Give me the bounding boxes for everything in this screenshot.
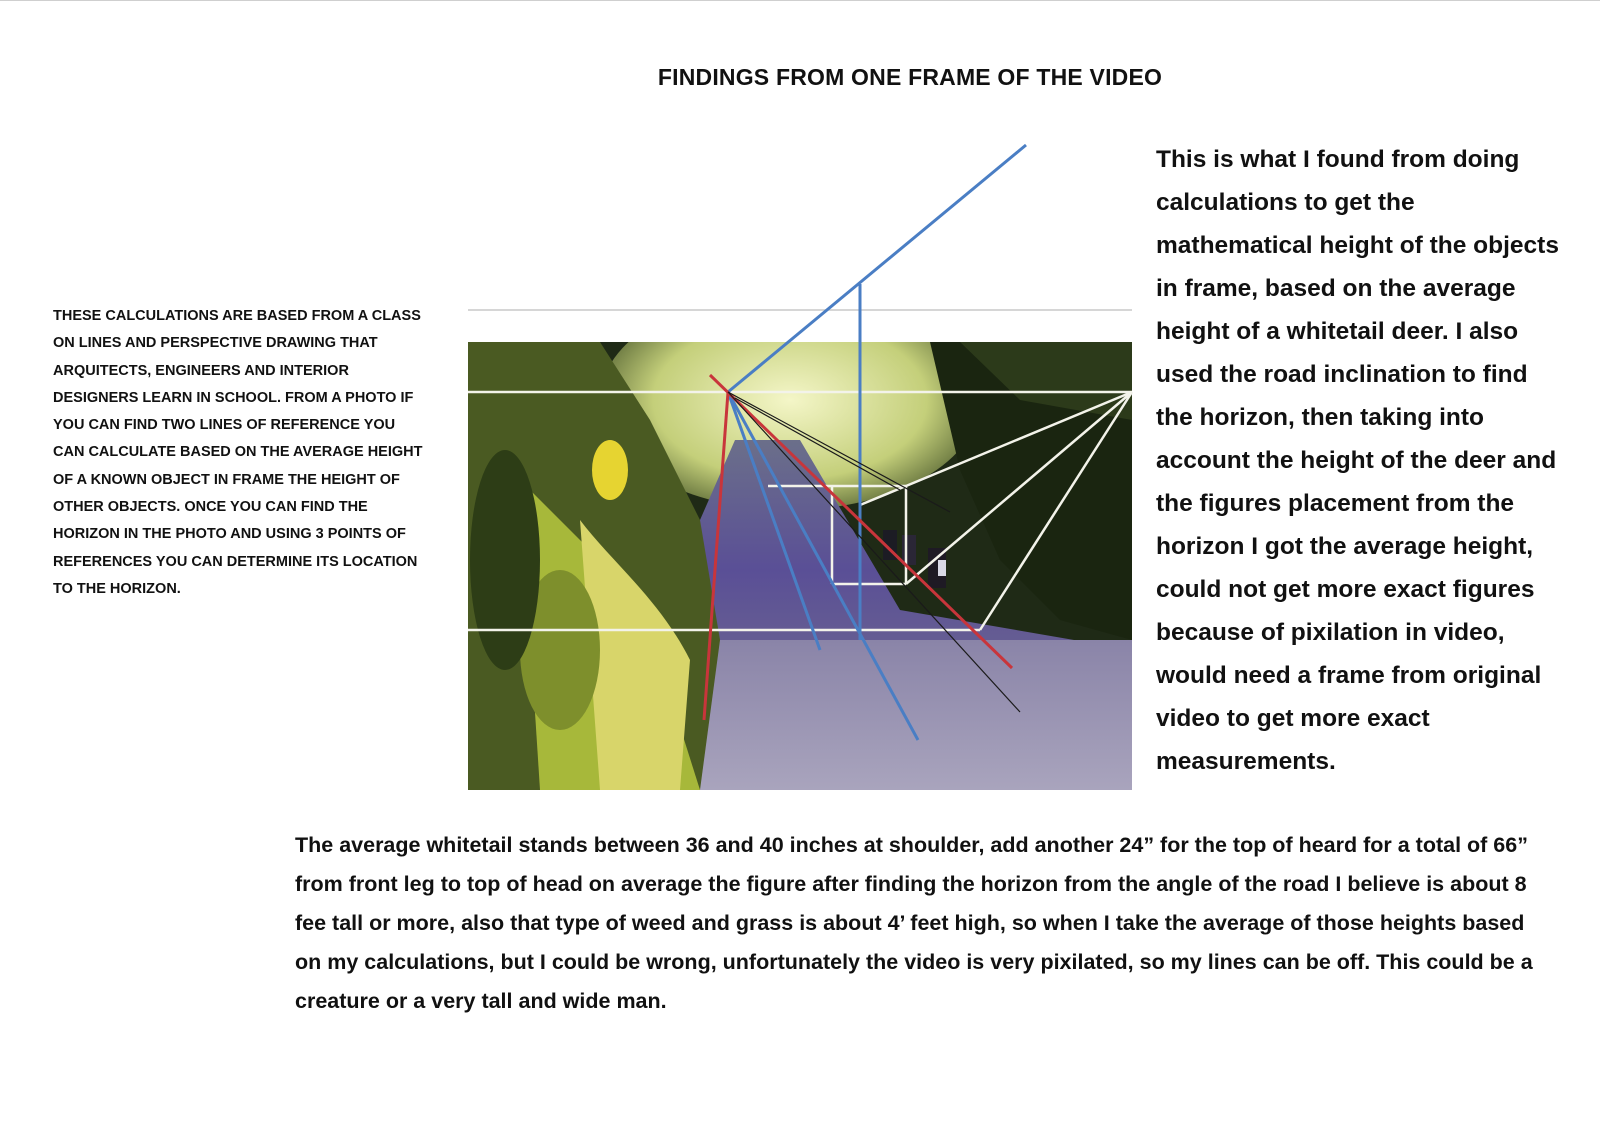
red-reference-lines — [704, 375, 1012, 720]
page-top-rule — [0, 0, 1600, 1]
deer-height-note: The average whitetail stands between 36 and 40 inches at shoulder, add another 24” for the top of heard for a total of 66” from front leg to top of head on average the figure after finding the horizon from the angle of the road I believe is about 8 fee tall or more, also that type of weed and grass is about 4’ feet high, so when I take the average of those heights based on my calculations, but I could be wrong, unfortunately the video is very pixilated, so my lines can be off. This could be a creature or a very tall and wide man. — [295, 833, 1533, 1013]
page-title: FINDINGS FROM ONE FRAME OF THE VIDEO — [657, 64, 1163, 90]
method-note: THESE CALCULATIONS ARE BASED FROM A CLASS ON LINES AND PERSPECTIVE DRAWING THAT ARQUITECTS, ENGINEERS AND INTERIOR DESIGNERS LEARN IN SCHOOL. FROM A PHOTO IF YOU CAN FIND TWO LINES OF REFERENCE YOU CAN CALCULATE BASED ON THE AVERAGE HEIGHT OF A KNOWN OBJECT IN FRAME THE HEIGHT OF OTHER OBJECTS. ONCE YOU CAN FIND THE HORIZON IN THE PHOTO AND USING 3 POINTS OF REFERENCES YOU CAN DETERMINE ITS LOCATION TO THE HORIZON. — [53, 308, 423, 597]
findings-note: This is what I found from doing calculations to get the mathematical height of the objects in frame, based on the average height of a whitetail deer. I also used the road inclination to find the horizon, then taking into account the height of the deer and the figures placement from the horizon I got the average height, could not get more exact figures because of pixilation in video, would need a frame from original video to get more exact measurements. — [1156, 146, 1559, 775]
black-guide-lines — [728, 392, 1020, 712]
perspective-lines — [468, 392, 1132, 630]
blue-reference-lines — [728, 145, 1026, 740]
video-frame-photo — [468, 290, 1132, 790]
